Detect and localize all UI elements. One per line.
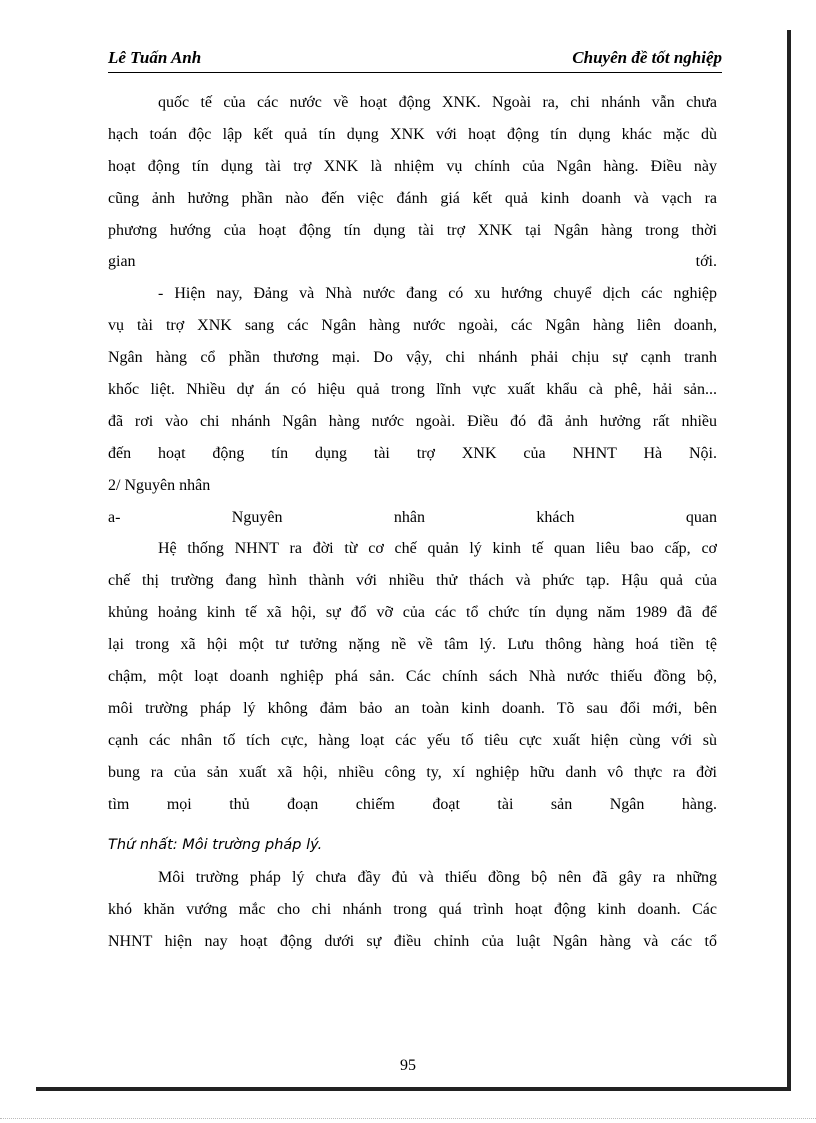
text-line: - Hiện nay, Đảng và Nhà nước đang có xu hướng chuyể dịch các nghiệp xyxy=(158,285,717,303)
subsection-heading: a- Nguyên nhân khách quan xyxy=(108,508,717,526)
text-line: bung ra của sản xuất xã hội, nhiều công ty, xí nghiệp hữu danh vô thực ra đời xyxy=(108,763,717,781)
text-line: vụ tài trợ XNK sang các Ngân hàng nước ngoài, các Ngân hàng liên doanh, xyxy=(108,317,717,335)
text-line: cũng ảnh hưởng phần nào đến việc đánh giá kết quả kinh doanh và vạch ra xyxy=(108,189,717,207)
page-number: 95 xyxy=(400,1057,416,1074)
page-header xyxy=(108,48,722,73)
text-line: khó khăn vướng mắc cho chi nhánh trong quá trình hoạt động kinh doanh. Các xyxy=(108,901,717,919)
text-line: khốc liệt. Nhiều dự án có hiệu quả trong lĩnh vực xuất khẩu cà phê, hải sản... xyxy=(108,381,717,399)
text-line: hạch toán độc lập kết quả tín dụng XNK với hoạt động tín dụng khác mặc dù xyxy=(108,125,717,143)
text-line: quốc tế của các nước về hoạt động XNK. Ngoài ra, chi nhánh vẫn chưa xyxy=(158,94,717,111)
header-author: Lê Tuấn Anh xyxy=(108,48,202,67)
text-line: NHNT hiện nay hoạt động dưới sự điều chỉnh của luật Ngân hàng và các tổ xyxy=(108,933,717,951)
text-line: Hệ thống NHNT ra đời từ cơ chế quản lý kinh tế quan liêu bao cấp, cơ xyxy=(158,540,717,558)
body-text xyxy=(108,87,717,958)
text-line: Ngân hàng cổ phần thương mại. Do vậy, chi nhánh phải chịu sự cạnh tranh xyxy=(108,349,717,367)
text-line: hoạt động tín dụng tài trợ XNK là nhiệm vụ chính của Ngân hàng. Điều này xyxy=(108,157,717,175)
text-line: chậm, một loạt doanh nghiệp phá sản. Các chính sách Nhà nước thiếu đồng bộ, xyxy=(108,668,717,686)
text-line: gian tới. xyxy=(108,253,717,271)
text-line: phương hướng của hoạt động tín dụng tài trợ XNK tại Ngân hàng trong thời xyxy=(108,221,717,239)
page-frame-right xyxy=(787,30,791,1088)
paragraph-gap xyxy=(108,820,717,830)
text-line: lại trong xã hội một tư tưởng nặng nề về tâm lý. Lưu thông hàng hoá tiền tệ xyxy=(108,636,717,654)
page-frame-bottom xyxy=(36,1087,791,1091)
italic-heading: Thứ nhất: Môi trường pháp lý. xyxy=(108,837,323,854)
text-line: môi trường pháp lý không đảm bảo an toàn kinh doanh. Tõ sau đổi mới, bên xyxy=(108,699,717,717)
text-line: tìm mọi thủ đoạn chiếm đoạt tài sản Ngân hàng. xyxy=(108,795,717,813)
text-line: đã rơi vào chi nhánh Ngân hàng nước ngoài. Điều đó đã ảnh hưởng rất nhiều xyxy=(108,412,717,430)
text-line: đến hoạt động tín dụng tài trợ XNK của NHNT Hà Nội. xyxy=(108,444,717,462)
text-line: Môi trường pháp lý chưa đầy đủ và thiếu đồng bộ nên đã gây ra những xyxy=(158,869,717,887)
text-line: cạnh các nhân tố tích cực, hàng loạt các yếu tố tiêu cực xuất hiện cùng với sù xyxy=(108,731,717,749)
header-doc-title: Chuyên đề tốt nghiệp xyxy=(572,48,722,67)
page-edge-dots xyxy=(0,1118,816,1119)
text-line: khủng hoảng kinh tế xã hội, sự đổ vỡ của các tổ chức tín dụng năm 1989 đã để xyxy=(108,604,717,622)
text-line: chế thị trường đang hình thành với nhiều thử thách và phức tạp. Hậu quả của xyxy=(108,572,717,590)
section-heading: 2/ Nguyên nhân xyxy=(108,476,211,494)
